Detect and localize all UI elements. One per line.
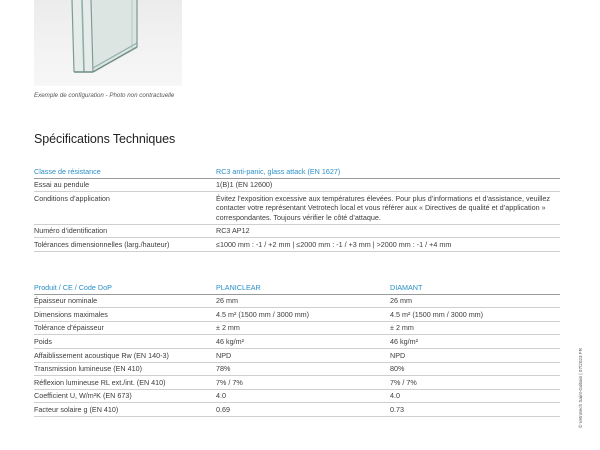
table-header-row xyxy=(34,281,560,294)
row-value: 80% xyxy=(390,362,560,376)
row-value: NPD xyxy=(216,348,390,362)
table-row xyxy=(34,376,560,390)
row-value: ± 2 mm xyxy=(216,321,390,335)
header-cell: Classe de résistance xyxy=(34,165,216,178)
table-row xyxy=(34,321,560,335)
row-value: 0.69 xyxy=(216,403,390,417)
row-value: 26 mm xyxy=(390,294,560,308)
product-photo xyxy=(34,0,182,86)
row-value: 46 kg/m² xyxy=(216,335,390,349)
row-value: 78% xyxy=(216,362,390,376)
table-row xyxy=(34,348,560,362)
table-row xyxy=(34,192,560,224)
row-label: Facteur solaire g (EN 410) xyxy=(34,403,216,417)
row-label: Réflexion lumineuse RL ext./int. (EN 410) xyxy=(34,376,216,390)
product-spec-table xyxy=(34,281,560,417)
row-label: Épaisseur nominale xyxy=(34,294,216,308)
table-row xyxy=(34,224,560,238)
row-value: 7% / 7% xyxy=(390,376,560,390)
row-value: NPD xyxy=(390,348,560,362)
row-label: Essai au pendule xyxy=(34,178,216,192)
row-label: Coefficient U, W/m²K (EN 673) xyxy=(34,389,216,403)
row-value: 4.5 m² (1500 mm / 3000 mm) xyxy=(216,308,390,322)
copyright-sidenote: © Vetrotech Saint-Gobain | 07/2023 FR xyxy=(578,348,583,428)
resistance-spec-table xyxy=(34,165,560,252)
row-value: 4.5 m² (1500 mm / 3000 mm) xyxy=(390,308,560,322)
header-cell: RC3 anti-panic, glass attack (EN 1627) xyxy=(216,165,560,178)
row-value: RC3 AP12 xyxy=(216,224,560,238)
row-label: Conditions d’application xyxy=(34,192,216,224)
row-label: Dimensions maximales xyxy=(34,308,216,322)
table-row xyxy=(34,294,560,308)
row-label: Tolérances dimensionnelles (larg./hauteur) xyxy=(34,238,216,252)
row-value: 0.73 xyxy=(390,403,560,417)
table-row xyxy=(34,403,560,417)
table-row xyxy=(34,362,560,376)
row-value: 1(B)1 (EN 12600) xyxy=(216,178,560,192)
glass-sample-illustration xyxy=(34,0,182,86)
table-row xyxy=(34,335,560,349)
row-value: 7% / 7% xyxy=(216,376,390,390)
section-title: Spécifications Techniques xyxy=(34,132,176,146)
row-value: ≤1000 mm : -1 / +2 mm | ≤2000 mm : -1 / +3 mm | >2000 mm : -1 / +4 mm xyxy=(216,238,560,252)
row-label: Numéro d’identification xyxy=(34,224,216,238)
photo-caption: Exemple de configuration - Photo non contractuelle xyxy=(34,92,175,99)
header-cell: PLANICLEAR xyxy=(216,281,390,294)
header-cell: Produit / CE / Code DoP xyxy=(34,281,216,294)
row-label: Affaiblissement acoustique Rw (EN 140-3) xyxy=(34,348,216,362)
table-row xyxy=(34,178,560,192)
table-row xyxy=(34,389,560,403)
row-value: 26 mm xyxy=(216,294,390,308)
table-header-row xyxy=(34,165,560,178)
row-label: Transmission lumineuse (EN 410) xyxy=(34,362,216,376)
row-label: Poids xyxy=(34,335,216,349)
row-value: ± 2 mm xyxy=(390,321,560,335)
table-row xyxy=(34,308,560,322)
row-label: Tolérance d’épaisseur xyxy=(34,321,216,335)
row-value: 4.0 xyxy=(216,389,390,403)
row-value: 46 kg/m² xyxy=(390,335,560,349)
table-row xyxy=(34,238,560,252)
row-value: Évitez l’exposition excessive aux températures élevées. Pour plus d’informations et d’assistance, veuillez contacter votre représentant Vetrotech local et vous référer aux « Directives de qualité et d’application » correspondantes. Toujours vérifier le côté d’attaque. xyxy=(216,192,560,224)
header-cell: DIAMANT xyxy=(390,281,560,294)
row-value: 4.0 xyxy=(390,389,560,403)
